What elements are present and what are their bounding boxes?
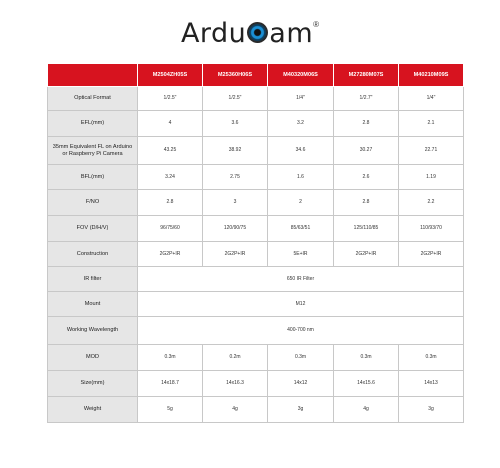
table-row xyxy=(48,242,464,267)
table-cell: 0.3m xyxy=(268,345,334,371)
table-cell: 110/93/70 xyxy=(399,216,464,242)
row-label: EFL(mm) xyxy=(48,111,138,137)
table-cell: 1/2.5" xyxy=(138,87,203,111)
camera-lens-icon xyxy=(247,22,268,43)
table-cell: 2.6 xyxy=(334,165,399,190)
table-cell: 14x16.3 xyxy=(203,371,268,397)
table-cell: 4 xyxy=(138,111,203,137)
header-corner-cell xyxy=(48,64,138,87)
merged-cell: 400-700 nm xyxy=(138,317,464,345)
table-row xyxy=(48,190,464,216)
table-cell: 3.6 xyxy=(203,111,268,137)
row-label: Mount xyxy=(48,292,138,317)
table-cell: 14x13 xyxy=(399,371,464,397)
table-cell: 43.25 xyxy=(138,137,203,165)
table-cell: 2.1 xyxy=(399,111,464,137)
row-label: IR filter xyxy=(48,267,138,292)
table-cell: 5E+IR xyxy=(268,242,334,267)
row-label: Weight xyxy=(48,397,138,423)
logo-text-start: Ardu xyxy=(180,18,247,49)
arducam-logo xyxy=(0,18,500,52)
table-cell: 30.27 xyxy=(334,137,399,165)
row-label: Construction xyxy=(48,242,138,267)
logo-text-end: am xyxy=(269,18,314,49)
table-cell: 38.92 xyxy=(203,137,268,165)
table-cell: 34.6 xyxy=(268,137,334,165)
table-row xyxy=(48,111,464,137)
table-row xyxy=(48,216,464,242)
table-cell: 2G2P+IR xyxy=(138,242,203,267)
row-label: FOV (D/H/V) xyxy=(48,216,138,242)
table-cell: 2.8 xyxy=(334,190,399,216)
table-cell: 14x18.7 xyxy=(138,371,203,397)
table-cell: 0.3m xyxy=(138,345,203,371)
row-label: Size(mm) xyxy=(48,371,138,397)
table-row xyxy=(48,165,464,190)
table-cell: 3 xyxy=(203,190,268,216)
table-cell: 1/2.5" xyxy=(203,87,268,111)
table-row xyxy=(48,87,464,111)
table-cell: 3g xyxy=(399,397,464,423)
table-cell: 2.8 xyxy=(138,190,203,216)
table-cell: 14x12 xyxy=(268,371,334,397)
table-cell: 2.2 xyxy=(399,190,464,216)
table-row xyxy=(48,292,464,317)
table-cell: 1.19 xyxy=(399,165,464,190)
table-cell: 5g xyxy=(138,397,203,423)
table-cell: 22.71 xyxy=(399,137,464,165)
table-cell: 3.2 xyxy=(268,111,334,137)
table-cell: 2G2P+IR xyxy=(203,242,268,267)
table-row xyxy=(48,371,464,397)
row-label: BFL(mm) xyxy=(48,165,138,190)
model-header-cell: M40320M06S xyxy=(268,64,334,87)
table-row xyxy=(48,345,464,371)
model-header-cell: M27280M07S xyxy=(334,64,399,87)
lens-spec-table xyxy=(47,63,464,423)
model-header-cell: M25360H06S xyxy=(203,64,268,87)
table-cell: 1/4" xyxy=(399,87,464,111)
table-header-row xyxy=(48,64,464,87)
table-cell: 3g xyxy=(268,397,334,423)
table-cell: 2 xyxy=(268,190,334,216)
table-cell: 85/63/51 xyxy=(268,216,334,242)
table-cell: 2G2P+IR xyxy=(334,242,399,267)
row-label: MOD xyxy=(48,345,138,371)
table-cell: 120/90/75 xyxy=(203,216,268,242)
table-cell: 96/75/60 xyxy=(138,216,203,242)
table-row xyxy=(48,397,464,423)
table-row xyxy=(48,137,464,165)
merged-cell: 650 IR Filter xyxy=(138,267,464,292)
table-cell: 125/110/85 xyxy=(334,216,399,242)
table-cell: 3.24 xyxy=(138,165,203,190)
table-cell: 4g xyxy=(203,397,268,423)
registered-mark: ® xyxy=(313,20,320,29)
merged-cell: M12 xyxy=(138,292,464,317)
table-cell: 0.3m xyxy=(399,345,464,371)
table-row xyxy=(48,317,464,345)
row-label: 35mm Equivalent FL on Arduino or Raspberry Pi Camera xyxy=(48,137,138,165)
table-cell: 2.8 xyxy=(334,111,399,137)
table-cell: 1/4" xyxy=(268,87,334,111)
row-label: F/NO xyxy=(48,190,138,216)
table-cell: 0.2m xyxy=(203,345,268,371)
table-cell: 0.3m xyxy=(334,345,399,371)
model-header-cell: M40210M09S xyxy=(399,64,464,87)
row-label: Optical Format xyxy=(48,87,138,111)
table-cell: 14x15.6 xyxy=(334,371,399,397)
table-row xyxy=(48,267,464,292)
table-cell: 2.75 xyxy=(203,165,268,190)
table-cell: 1/2.7" xyxy=(334,87,399,111)
table-cell: 4g xyxy=(334,397,399,423)
model-header-cell: M2504ZH05S xyxy=(138,64,203,87)
table-cell: 2G2P+IR xyxy=(399,242,464,267)
table-cell: 1.6 xyxy=(268,165,334,190)
row-label: Working Wavelength xyxy=(48,317,138,345)
